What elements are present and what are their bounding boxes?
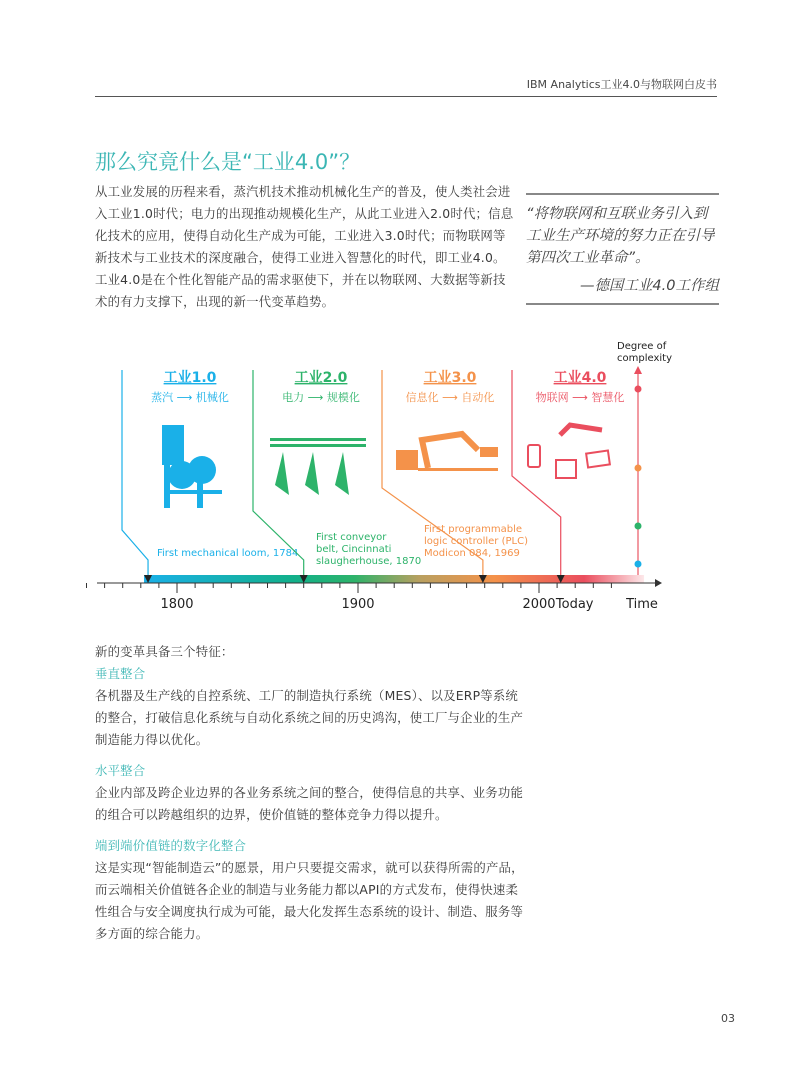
y-axis-label: Degree of — [617, 341, 667, 352]
x-axis-label: Time — [626, 597, 658, 612]
iot-devices-icon — [528, 425, 610, 478]
tick-label: 1800 — [160, 597, 194, 612]
feature-text: 这是实现“智能制造云”的愿景，用户只要提交需求，就可以获得所需的产品，而云端相关价值链各企业的制造与业务能力都以API的方式发布，使得快速柔性组合与安全调度执行成为可能，最大化发挥生态系统的设计、制造、服务等多方面的综合能力。 — [95, 860, 524, 941]
quote-source: —德国工业4.0工作组 — [579, 278, 719, 294]
pull-quote — [526, 193, 719, 305]
header-title: IBM Analytics工业4.0与物联网白皮书 — [526, 78, 717, 91]
era-transition: 物联网 ⟶ 智慧化 — [535, 391, 625, 404]
era-title: 工业4.0 — [553, 370, 607, 386]
intro-paragraph: 从工业发展的历程来看，蒸汽机技术推动机械化生产的普及，使人类社会进入工业1.0时代；电力的出现推动规模化生产，从此工业进入2.0时代；信息化技术的应用，使得自动化生产成为可能，工业进入3.0时代；而物联网等新技术与工业技术的深度融合，使得工业进入智慧化的时代，即工业4.0。工业4.0是在个性化智能产品的需求驱使下，并在以物联网、大数据等新技术的有力支撑下，出现的新一代变革趋势。 — [95, 184, 514, 309]
header-divider — [95, 96, 717, 97]
timeline-gradient-bar — [144, 575, 644, 583]
era-transition: 电力 ⟶ 规模化 — [282, 391, 360, 404]
milestone-label: slaugherhouse, 1870 — [316, 556, 422, 567]
milestone-label: logic controller (PLC) — [424, 536, 528, 547]
era-connector-line — [122, 370, 148, 575]
quote-text: “将物联网和互联业务引入到工业生产环境的努力正在引导第四次工业革命”。 — [526, 206, 715, 266]
conveyor-belt-icon — [270, 438, 366, 495]
milestone-label: Modicon 084, 1969 — [424, 548, 520, 559]
feature-text: 企业内部及跨企业边界的各业务系统之间的整合，使得信息的共享、业务功能的组合可以跨越组织的边界，使价值链的整体竞争力得以提升。 — [95, 785, 524, 822]
feature-title: 垂直整合 — [95, 666, 146, 681]
features-intro: 新的变革具备三个特征： — [95, 644, 234, 659]
feature-title: 端到端价值链的数字化整合 — [95, 838, 247, 853]
y-axis-label: complexity — [617, 353, 672, 364]
section-title: 那么究竟什么是“工业4.0”？ — [95, 150, 361, 174]
tick-label: 2000 — [522, 597, 556, 612]
tick-label: 1900 — [341, 597, 375, 612]
complexity-dot — [635, 465, 642, 472]
feature-title: 水平整合 — [95, 763, 146, 778]
feature-text: 各机器及生产线的自控系统、工厂的制造执行系统（MES）、以及ERP等系统的整合，打破信息化系统与自动化系统之间的历史鸿沟，使工厂与企业的生产制造能力得以优化。 — [95, 688, 524, 747]
era-title: 工业1.0 — [163, 370, 217, 386]
era-title: 工业2.0 — [294, 370, 348, 386]
era-transition: 蒸汽 ⟶ 机械化 — [151, 391, 229, 404]
robot-arm-plc-icon — [396, 434, 498, 471]
era-title: 工业3.0 — [423, 370, 477, 386]
features-section — [95, 641, 525, 945]
complexity-dot — [635, 386, 642, 393]
milestone-label: First conveyor — [316, 532, 387, 543]
complexity-dot — [635, 561, 642, 568]
industry-timeline-diagram — [0, 330, 793, 620]
complexity-dot — [635, 523, 642, 530]
era-transition: 信息化 ⟶ 自动化 — [405, 391, 495, 404]
page-number: 03 — [721, 1012, 735, 1025]
today-label: Today — [555, 597, 594, 612]
time-axis-arrow-icon — [655, 579, 662, 587]
mechanical-loom-icon — [162, 425, 222, 508]
complexity-arrow-icon — [634, 366, 642, 374]
milestone-label: First programmable — [424, 524, 523, 535]
milestone-label: First mechanical loom, 1784 — [157, 548, 299, 559]
milestone-label: belt, Cincinnati — [316, 544, 392, 555]
